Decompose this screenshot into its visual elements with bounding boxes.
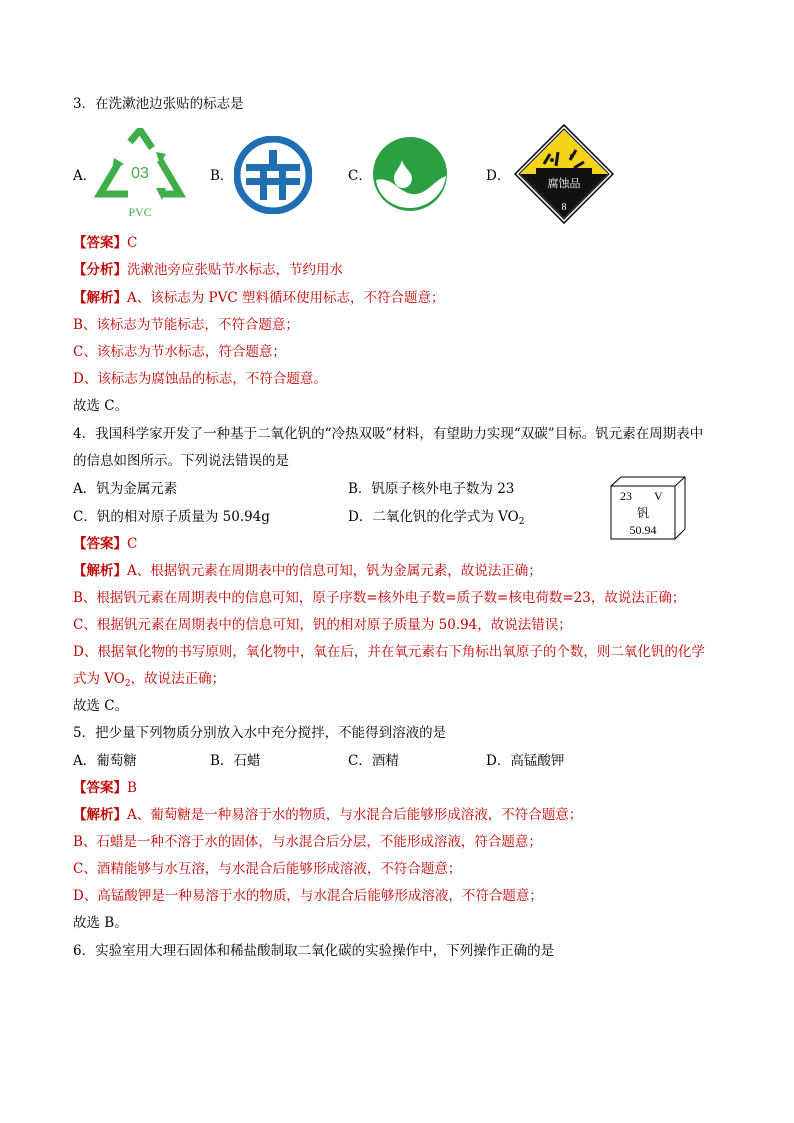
q5-option-b: B．石蜡 — [210, 753, 261, 769]
q4-answer-line: 【答案】C — [73, 536, 138, 552]
q3-explain-line-4: D、该标志为腐蚀品的标志，不符合题意。 — [73, 371, 327, 387]
question-3-stem: 3．在洗漱池边张贴的标志是 — [73, 96, 244, 112]
pvc-caption: PVC — [128, 205, 152, 219]
q3-answer-line: 【答案】C — [73, 235, 138, 251]
q4-explain-line-3: C、根据钒元素在周期表中的信息可知，钒的相对原子质量为 50.94，故说法错误； — [73, 617, 572, 633]
q4-option-a: A．钒为金属元素 — [73, 481, 178, 497]
question-4-stem-line-1: 4．我国科学家开发了一种基于二氧化钒的“冷热双吸”材料，有望助力实现“双碳”目标。钒元素在周期表中 — [73, 426, 704, 442]
q4-option-b: B．钒原子核外电子数为 23 — [348, 481, 515, 497]
corrosive-class-number: 8 — [561, 202, 567, 213]
energy-saving-icon — [234, 136, 312, 214]
q5-explain-line-1: 【解析】A、葡萄糖是一种易溶于水的物质，与水混合后能够形成溶液，不符合题意； — [73, 807, 583, 823]
vanadium-element-card — [610, 476, 686, 540]
corrosive-text: 腐蚀品 — [547, 177, 581, 190]
q4-explain-line-2: B、根据钒元素在周期表中的信息可知，原子序数=核外电子数=质子数=核电荷数=23，故说法正确； — [73, 590, 686, 606]
q4-option-c: C．钒的相对原子质量为 50.94g — [73, 509, 270, 525]
q5-option-c: C．酒精 — [348, 753, 399, 769]
q4-conclusion: 故选 C。 — [73, 698, 129, 714]
question-4-stem-line-2: 的信息如图所示。下列说法错误的是 — [73, 453, 289, 469]
q3-explain-line-2: B、该标志为节能标志，不符合题意； — [73, 317, 299, 333]
q5-answer-line: 【答案】B — [73, 780, 137, 796]
water-saving-icon — [372, 136, 448, 212]
q4-option-d: D．二氧化钒的化学式为 $VO_2$ — [348, 509, 525, 527]
q4-explain-line-5: 式为 $VO_2$，故说法正确； — [73, 671, 226, 689]
q5-explain-line-3: C、酒精能够与水互溶，与水混合后能够形成溶液，不符合题意； — [73, 861, 462, 877]
q3-conclusion: 故选 C。 — [73, 398, 129, 414]
q4-explain-line-1: 【解析】A、根据钒元素在周期表中的信息可知，钒为金属元素，故说法正确； — [73, 563, 542, 579]
option-b-label: B． — [210, 168, 234, 184]
q5-option-d: D．高锰酸钾 — [486, 753, 565, 769]
question-5-stem: 5．把少量下列物质分别放入水中充分搅拌，不能得到溶液的是 — [73, 725, 447, 741]
q5-explain-line-2: B、石蜡是一种不溶于水的固体，与水混合后分层，不能形成溶液，符合题意； — [73, 834, 542, 850]
q5-option-a: A．葡萄糖 — [73, 753, 137, 769]
q3-analysis-line: 【分析】洗漱池旁应张贴节水标志，节约用水 — [73, 262, 343, 278]
option-a-label: A． — [73, 168, 97, 184]
option-c-label: C． — [348, 168, 372, 184]
q3-explain-line-1: 【解析】A、该标志为 PVC 塑料循环使用标志，不符合题意； — [73, 290, 445, 306]
q3-explain-line-3: C、该标志为节水标志，符合题意； — [73, 344, 286, 360]
element-mass: 50.94 — [629, 523, 657, 537]
option-d-label: D． — [486, 168, 511, 184]
element-atomic-number: 23 — [620, 489, 632, 503]
q5-conclusion: 故选 B。 — [73, 915, 128, 931]
q5-explain-line-4: D、高锰酸钾是一种易溶于水的物质，与水混合后能够形成溶液，不符合题意； — [73, 888, 543, 904]
element-symbol: V — [654, 489, 663, 503]
pvc-recycle-icon — [92, 128, 188, 220]
question-6-stem: 6．实验室用大理石固体和稀盐酸制取二氧化碳的实验操作中，下列操作正确的是 — [73, 943, 555, 959]
pvc-number: 03 — [131, 165, 149, 182]
corrosive-hazard-icon — [514, 124, 614, 224]
q4-explain-line-4: D、根据氧化物的书写原则，氧化物中，氧在后，并在氧元素右下角标出氧原子的个数，则二氧化钒的化学 — [73, 644, 705, 660]
element-name: 钒 — [636, 506, 650, 520]
